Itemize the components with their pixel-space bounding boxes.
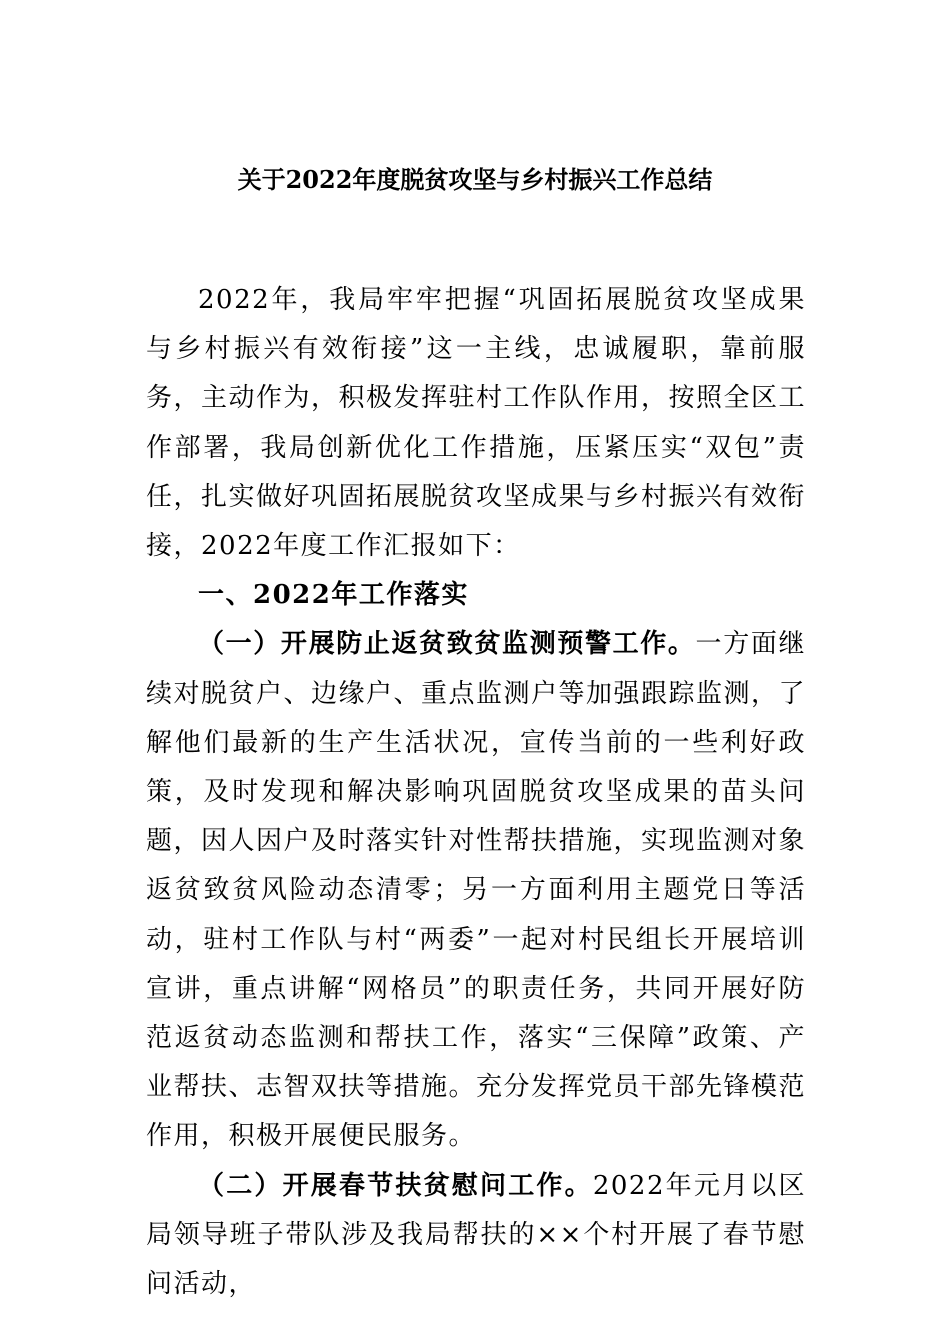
document-body [146, 276, 806, 1309]
item-2-paragraph [146, 1162, 806, 1310]
item-1-lead: （一）开展防止返贫致贫监测预警工作。 [198, 629, 696, 660]
intro-paragraph: 2022年，我局牢牢把握“巩固拓展脱贫攻坚成果与乡村振兴有效衔接”这一主线，忠诚履职，靠前服务，主动作为，积极发挥驻村工作队作用，按照全区工作部署，我局创新优化工作措施，压紧压实“双包”责任，扎实做好巩固拓展脱贫攻坚成果与乡村振兴有效衔接，2022年度工作汇报如下： [146, 285, 807, 562]
item-2-text: 2022年元月以区局领导班子带队涉及我局帮扶的××个村开展了春节慰问活动， [146, 1170, 806, 1300]
item-2-lead: （二）开展春节扶贫慰问工作。 [198, 1170, 593, 1201]
document-title: 关于2022年度脱贫攻坚与乡村振兴工作总结 [237, 165, 713, 194]
item-1-text: 一方面继续对脱贫户、边缘户、重点监测户等加强跟踪监测，了解他们最新的生产生活状况，宣传当前的一些利好政策，及时发现和解决影响巩固脱贫攻坚成果的苗头问题，因人因户及时落实针对性帮扶措施，实现监测对象返贫致贫风险动态清零；另一方面利用主题党日等活动，驻村工作队与村“两委”一起对村民组长开展培训宣讲，重点讲解“网格员”的职责任务，共同开展好防范返贫动态监测和帮扶工作，落实“三保障”政策、产业帮扶、志智双扶等措施。充分发挥党员干部先锋模范作用，积极开展便民服务。 [146, 629, 807, 1152]
item-1-paragraph [146, 620, 806, 1161]
section-heading: 一、2022年工作落实 [198, 580, 469, 611]
